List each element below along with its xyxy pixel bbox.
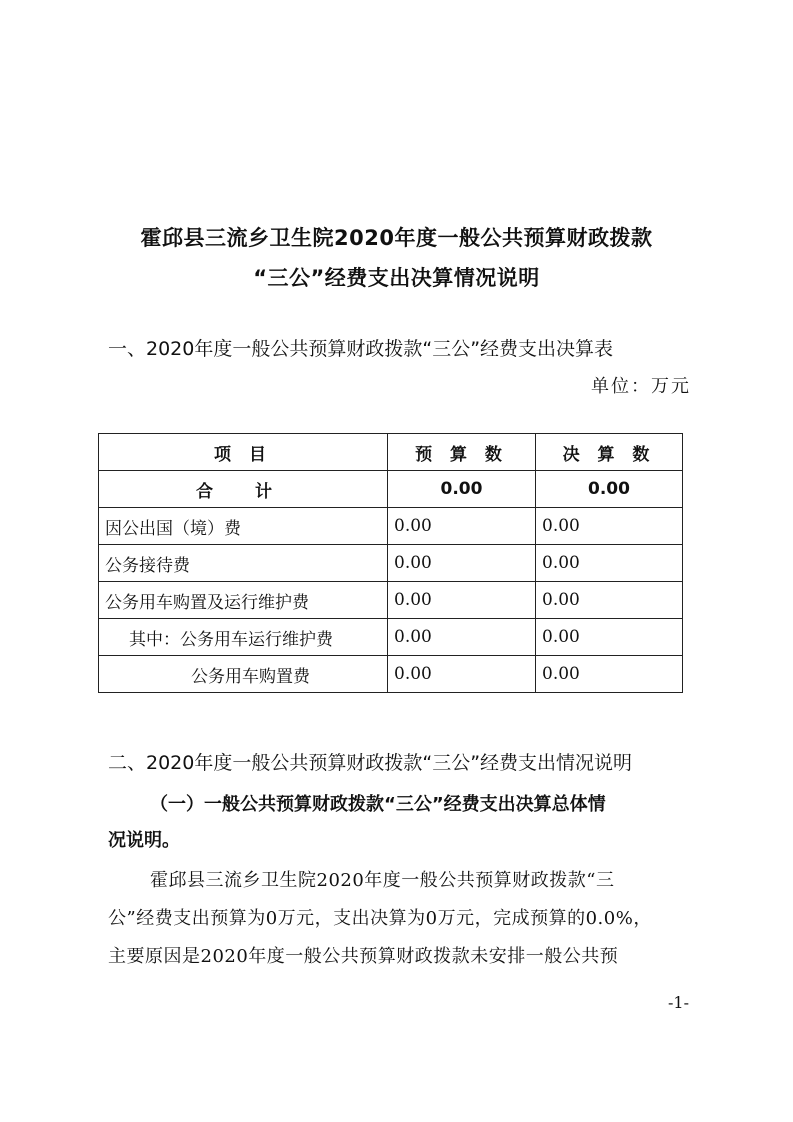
page-number: -1- (668, 993, 689, 1012)
row-budget: 0.00 (388, 656, 536, 693)
paragraph-line3: 主要原因是2020年度一般公共预算财政拨款未安排一般公共预 (108, 946, 619, 967)
section1-heading: 一、2020年度一般公共预算财政拨款“三公”经费支出决算表 (108, 338, 614, 360)
table-header-row (99, 434, 683, 471)
row-budget: 0.00 (388, 545, 536, 582)
table-row (99, 545, 683, 582)
row-label: 因公出国（境）费 (99, 508, 388, 545)
row-budget: 0.00 (388, 582, 536, 619)
header-budget: 预 算 数 (388, 434, 536, 471)
document-title-line1: 霍邱县三流乡卫生院2020年度一般公共预算财政拨款 (140, 226, 653, 250)
document-title-line2: “三公”经费支出决算情况说明 (253, 266, 540, 290)
paragraph-line2: 公”经费支出预算为0万元，支出决算为0万元，完成预算的0.0%， (108, 908, 652, 929)
table-row (99, 656, 683, 693)
section2-heading: 二、2020年度一般公共预算财政拨款“三公”经费支出情况说明 (108, 752, 633, 774)
total-actual: 0.00 (536, 471, 683, 508)
row-actual: 0.00 (536, 508, 683, 545)
row-label: 公务用车购置费 (99, 656, 388, 693)
row-budget: 0.00 (388, 619, 536, 656)
header-item: 项 目 (99, 434, 388, 471)
subsection1-heading-line2: 况说明。 (108, 830, 180, 851)
expense-table (98, 433, 683, 693)
subsection1-heading-line1: （一）一般公共预算财政拨款“三公”经费支出决算总体情 (150, 794, 606, 815)
table-total-row (99, 471, 683, 508)
row-actual: 0.00 (536, 619, 683, 656)
row-label: 公务接待费 (99, 545, 388, 582)
table-row (99, 582, 683, 619)
header-actual: 决 算 数 (536, 434, 683, 471)
total-budget: 0.00 (388, 471, 536, 508)
row-budget: 0.00 (388, 508, 536, 545)
row-label: 公务用车购置及运行维护费 (99, 582, 388, 619)
paragraph-line1: 霍邱县三流乡卫生院2020年度一般公共预算财政拨款“三 (150, 870, 615, 891)
total-label: 合 计 (99, 471, 388, 508)
table-row (99, 619, 683, 656)
row-label: 其中：公务用车运行维护费 (99, 619, 388, 656)
row-actual: 0.00 (536, 582, 683, 619)
unit-label: 单位：万元 (591, 376, 691, 397)
row-actual: 0.00 (536, 545, 683, 582)
row-actual: 0.00 (536, 656, 683, 693)
table-row (99, 508, 683, 545)
